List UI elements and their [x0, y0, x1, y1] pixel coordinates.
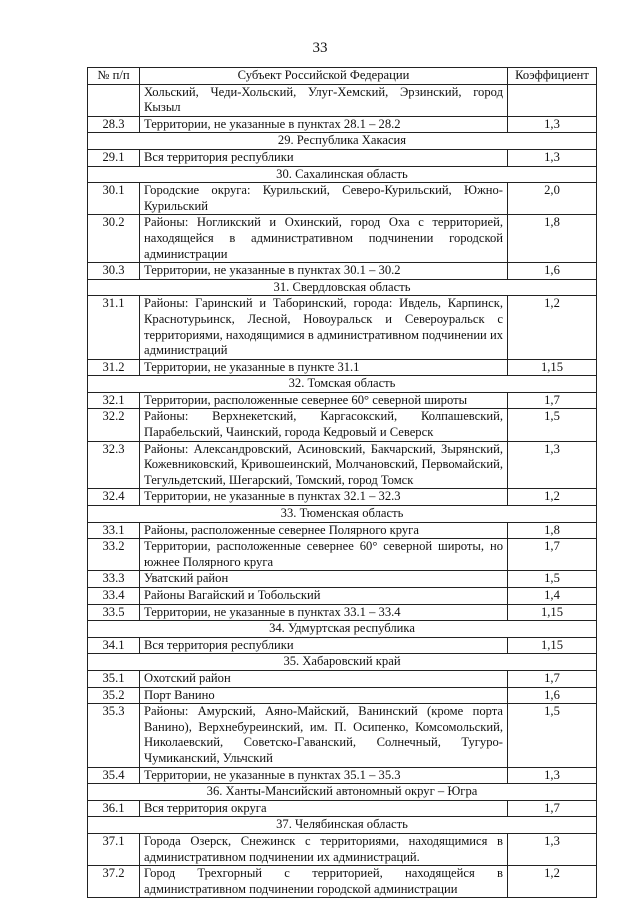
header-coefficient: Коэффициент: [508, 68, 597, 85]
table-row: [88, 604, 597, 621]
row-subject: Вся территория республики: [140, 149, 508, 166]
row-subject: Территории, не указанные в пунктах 35.1 – 35.3: [140, 767, 508, 784]
row-subject: Территории, не указанные в пунктах 32.1 – 32.3: [140, 489, 508, 506]
row-coefficient: 1,6: [508, 263, 597, 280]
row-coefficient: 1,3: [508, 833, 597, 865]
row-number: 30.3: [88, 263, 140, 280]
section-title: 32. Томская область: [88, 376, 597, 393]
section-row: [88, 621, 597, 638]
row-number: 32.1: [88, 392, 140, 409]
row-number: 32.4: [88, 489, 140, 506]
table-row: [88, 409, 597, 441]
section-title: 31. Свердловская область: [88, 279, 597, 296]
row-number: 37.1: [88, 833, 140, 865]
row-subject: Районы: Александровский, Асиновский, Бакчарский, Зырянский, Кожевниковский, Кривошеинский, Молчановский, Первомайский, Тегульдетский, Шегарский, Томский, город Томск: [140, 441, 508, 489]
row-number: 33.2: [88, 539, 140, 571]
row-subject: Районы, расположенные севернее Полярного круга: [140, 522, 508, 539]
row-subject: Порт Ванино: [140, 687, 508, 704]
table-row: [88, 767, 597, 784]
table-row: [88, 296, 597, 359]
table-row: [88, 215, 597, 263]
row-number: 32.2: [88, 409, 140, 441]
row-subject: Районы: Гаринский и Таборинский, города: Ивдель, Карпинск, Краснотурьинск, Лесной, Новоуральск и Североуральск с территориями, находящимися в административном подчинении их администраций: [140, 296, 508, 359]
row-coefficient: 1,4: [508, 588, 597, 605]
row-coefficient: 1,2: [508, 866, 597, 898]
row-number: 35.3: [88, 704, 140, 767]
section-title: 37. Челябинская область: [88, 817, 597, 834]
table-row: [88, 539, 597, 571]
row-subject: Районы Вагайский и Тобольский: [140, 588, 508, 605]
section-title: 29. Республика Хакасия: [88, 133, 597, 150]
row-number: 28.3: [88, 116, 140, 133]
row-number: 33.3: [88, 571, 140, 588]
page-number: 33: [312, 40, 328, 56]
row-coefficient: 1,7: [508, 539, 597, 571]
row-number: 34.1: [88, 637, 140, 654]
section-title: 33. Тюменская область: [88, 506, 597, 523]
row-number: 35.4: [88, 767, 140, 784]
table-row: [88, 84, 597, 116]
row-number: 33.1: [88, 522, 140, 539]
row-coefficient: 1,8: [508, 215, 597, 263]
table-header: [88, 68, 597, 85]
row-subject: Районы: Ногликский и Охинский, город Оха с территорией, находящейся в административном подчинении городской администрации: [140, 215, 508, 263]
section-title: 36. Ханты-Мансийский автономный округ – Югра: [88, 784, 597, 801]
section-row: [88, 654, 597, 671]
table-row: [88, 800, 597, 817]
table-row: [88, 833, 597, 865]
header-subject: Субъект Российской Федерации: [140, 68, 508, 85]
row-number: 33.4: [88, 588, 140, 605]
row-number: 36.1: [88, 800, 140, 817]
table-row: [88, 588, 597, 605]
table-row: [88, 116, 597, 133]
row-subject: Районы: Амурский, Аяно-Майский, Ванинский (кроме порта Ванино), Верхнебуреинский, им. П. Осипенко, Комсомольский, Николаевский, Советско-Гаванский, Солнечный, Тугуро-Чумиканский, Ульчский: [140, 704, 508, 767]
section-row: [88, 166, 597, 183]
row-coefficient: 1,2: [508, 296, 597, 359]
section-row: [88, 376, 597, 393]
row-coefficient: 1,2: [508, 489, 597, 506]
row-coefficient: 1,7: [508, 392, 597, 409]
row-number: 30.2: [88, 215, 140, 263]
row-subject: Городские округа: Курильский, Северо-Курильский, Южно-Курильский: [140, 183, 508, 215]
table-row: [88, 522, 597, 539]
table-row: [88, 571, 597, 588]
row-number: 33.5: [88, 604, 140, 621]
row-subject: Хольский, Чеди-Хольский, Улуг-Хемский, Эрзинский, город Кызыл: [140, 84, 508, 116]
section-title: 30. Сахалинская область: [88, 166, 597, 183]
table-body: [88, 84, 597, 898]
header-row: [88, 68, 597, 85]
row-coefficient: 1,8: [508, 522, 597, 539]
row-number: 29.1: [88, 149, 140, 166]
row-subject: Города Озерск, Снежинск с территориями, находящимися в административном подчинении их администраций.: [140, 833, 508, 865]
row-coefficient: 1,3: [508, 441, 597, 489]
row-coefficient: 1,15: [508, 359, 597, 376]
table-row: [88, 149, 597, 166]
row-subject: Вся территория республики: [140, 637, 508, 654]
row-number: 30.1: [88, 183, 140, 215]
row-subject: Территории, расположенные севернее 60° северной широты, но южнее Полярного круга: [140, 539, 508, 571]
table-row: [88, 441, 597, 489]
row-subject: Районы: Верхнекетский, Каргасокский, Колпашевский, Парабельский, Чаинский, города Кедровый и Северск: [140, 409, 508, 441]
section-row: [88, 784, 597, 801]
table-row: [88, 637, 597, 654]
row-coefficient: 1,3: [508, 767, 597, 784]
section-title: 35. Хабаровский край: [88, 654, 597, 671]
table-row: [88, 392, 597, 409]
table-row: [88, 183, 597, 215]
row-subject: Территории, не указанные в пункте 31.1: [140, 359, 508, 376]
table-row: [88, 866, 597, 898]
row-number: 35.2: [88, 687, 140, 704]
row-coefficient: 1,15: [508, 637, 597, 654]
row-coefficient: 1,7: [508, 670, 597, 687]
row-coefficient: 1,5: [508, 571, 597, 588]
row-number: [88, 84, 140, 116]
section-row: [88, 279, 597, 296]
row-subject: Территории, расположенные севернее 60° северной широты: [140, 392, 508, 409]
row-subject: Территории, не указанные в пунктах 30.1 – 30.2: [140, 263, 508, 280]
table-row: [88, 687, 597, 704]
header-num: № п/п: [88, 68, 140, 85]
row-coefficient: 1,3: [508, 116, 597, 133]
section-title: 34. Удмуртская республика: [88, 621, 597, 638]
section-row: [88, 817, 597, 834]
row-subject: Уватский район: [140, 571, 508, 588]
row-number: 31.1: [88, 296, 140, 359]
section-row: [88, 506, 597, 523]
table-row: [88, 704, 597, 767]
row-subject: Охотский район: [140, 670, 508, 687]
row-subject: Территории, не указанные в пунктах 33.1 – 33.4: [140, 604, 508, 621]
row-coefficient: 1,6: [508, 687, 597, 704]
table-row: [88, 263, 597, 280]
row-subject: Город Трехгорный с территорией, находящейся в административном подчинении городской администрации: [140, 866, 508, 898]
table-row: [88, 670, 597, 687]
row-subject: Вся территория округа: [140, 800, 508, 817]
row-number: 32.3: [88, 441, 140, 489]
table-row: [88, 359, 597, 376]
section-row: [88, 133, 597, 150]
row-coefficient: 1,15: [508, 604, 597, 621]
row-coefficient: 1,3: [508, 149, 597, 166]
row-coefficient: 1,7: [508, 800, 597, 817]
row-coefficient: 1,5: [508, 409, 597, 441]
row-coefficient: [508, 84, 597, 116]
row-number: 31.2: [88, 359, 140, 376]
row-number: 37.2: [88, 866, 140, 898]
row-subject: Территории, не указанные в пунктах 28.1 – 28.2: [140, 116, 508, 133]
coefficient-table: [87, 67, 597, 898]
row-number: 35.1: [88, 670, 140, 687]
row-coefficient: 1,5: [508, 704, 597, 767]
table-row: [88, 489, 597, 506]
row-coefficient: 2,0: [508, 183, 597, 215]
